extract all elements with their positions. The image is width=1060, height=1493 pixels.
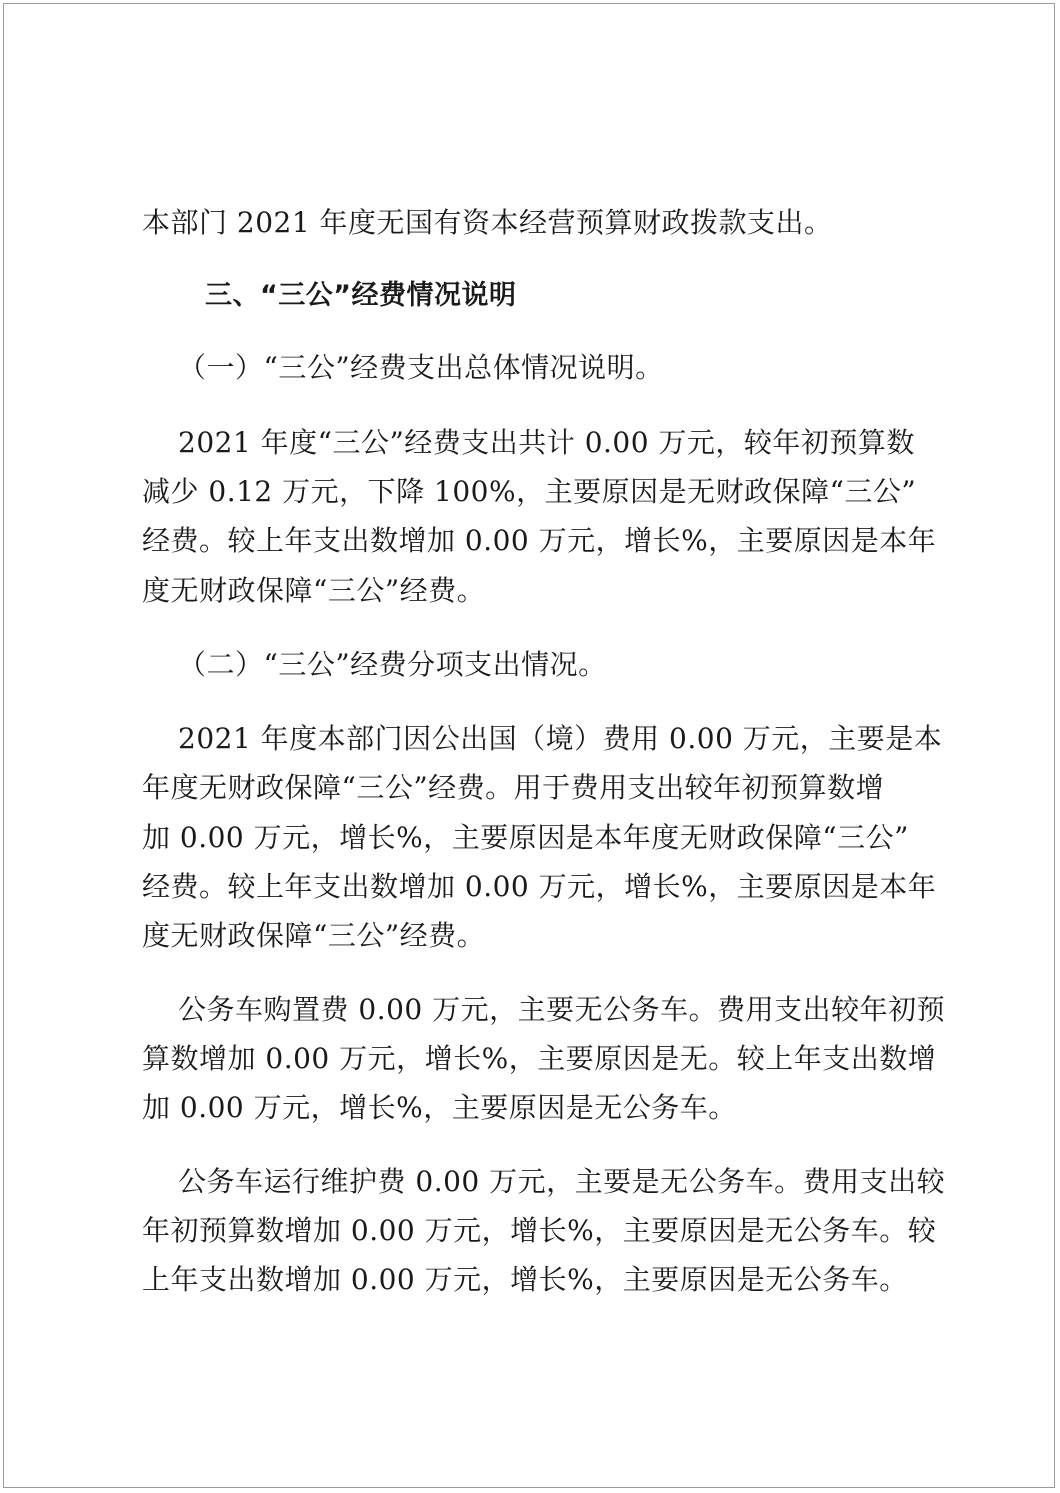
subsection-heading: （二）“三公”经费分项支出情况。 bbox=[178, 648, 607, 681]
section-heading: 三、“三公”经费情况说明 bbox=[205, 280, 517, 311]
text-line: 度无财政保障“三公”经费。 bbox=[142, 919, 486, 952]
text-line: 经费。较上年支出数增加 0.00 万元，增长%，主要原因是本年 bbox=[142, 524, 937, 557]
text-line: 度无财政保障“三公”经费。 bbox=[142, 574, 486, 607]
text-line: 2021 年度“三公”经费支出共计 0.00 万元，较年初预算数 bbox=[178, 426, 915, 459]
text-line: 2021 年度本部门因公出国（境）费用 0.00 万元，主要是本 bbox=[178, 722, 943, 755]
text-line: 公务车购置费 0.00 万元，主要无公务车。费用支出较年初预 bbox=[178, 993, 946, 1026]
text-line: 算数增加 0.00 万元，增长%，主要原因是无。较上年支出数增 bbox=[142, 1042, 937, 1075]
text-line: 减少 0.12 万元，下降 100%，主要原因是无财政保障“三公” bbox=[142, 475, 917, 508]
text-line: 上年支出数增加 0.00 万元，增长%，主要原因是无公务车。 bbox=[142, 1263, 908, 1296]
text-line: 本部门 2021 年度无国有资本经营预算财政拨款支出。 bbox=[142, 206, 833, 239]
text-line: 年度无财政保障“三公”经费。用于费用支出较年初预算数增 bbox=[142, 771, 885, 804]
subsection-heading: （一）“三公”经费支出总体情况说明。 bbox=[178, 351, 664, 384]
text-line: 经费。较上年支出数增加 0.00 万元，增长%，主要原因是本年 bbox=[142, 870, 937, 903]
text-line: 加 0.00 万元，增长%，主要原因是本年度无财政保障“三公” bbox=[142, 821, 909, 854]
text-line: 公务车运行维护费 0.00 万元，主要是无公务车。费用支出较 bbox=[178, 1165, 946, 1198]
text-line: 年初预算数增加 0.00 万元，增长%，主要原因是无公务车。较 bbox=[142, 1214, 937, 1247]
text-line: 加 0.00 万元，增长%，主要原因是无公务车。 bbox=[142, 1091, 737, 1124]
